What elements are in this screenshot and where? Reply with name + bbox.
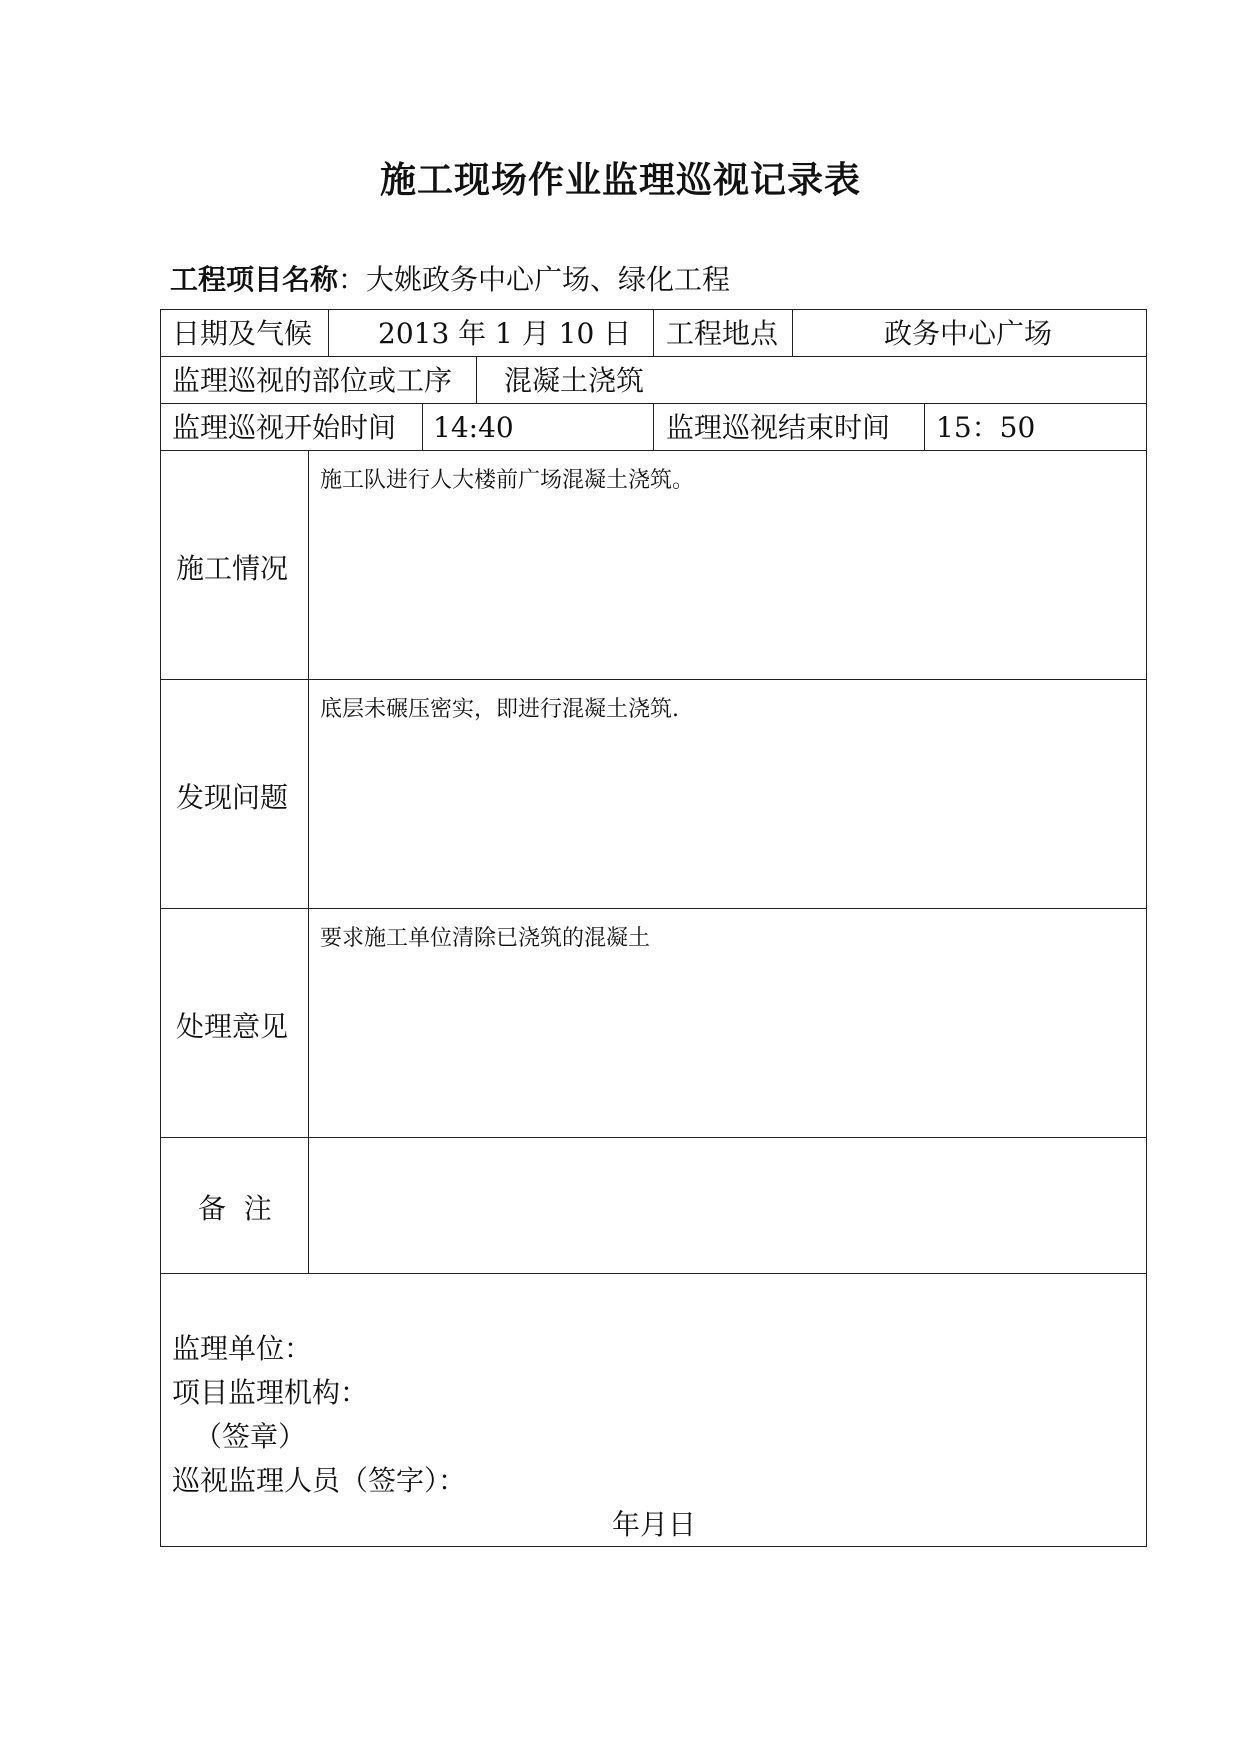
construction-status-label: 施工情况 bbox=[176, 552, 289, 585]
date-value: 2013 年 1 月 10 日 bbox=[378, 317, 632, 350]
project-name-label: 工程项目名称 bbox=[170, 263, 339, 296]
end-time-value: 15：50 bbox=[936, 411, 1036, 444]
date-weather-label: 日期及气候 bbox=[172, 317, 313, 350]
project-name bbox=[170, 258, 730, 298]
col-divider bbox=[653, 309, 654, 356]
col-divider bbox=[792, 309, 793, 356]
site-label: 工程地点 bbox=[666, 317, 779, 350]
inspection-part-label: 监理巡视的部位或工序 bbox=[172, 364, 453, 397]
end-time-label: 监理巡视结束时间 bbox=[666, 411, 891, 444]
col-divider bbox=[328, 309, 329, 356]
handling-opinion-content: 要求施工单位清除已浇筑的混凝土 bbox=[320, 926, 651, 951]
supervision-unit-label: 监理单位： bbox=[172, 1332, 313, 1365]
supervision-agency-label: 项目监理机构： bbox=[172, 1376, 369, 1409]
remarks-label: 备 注 bbox=[198, 1192, 272, 1225]
page-title: 施工现场作业监理巡视记录表 bbox=[379, 160, 861, 201]
site-value: 政务中心广场 bbox=[884, 317, 1053, 350]
sign-date-label: 年月日 bbox=[612, 1508, 697, 1541]
start-time-value: 14:40 bbox=[433, 411, 514, 444]
problems-found-label: 发现问题 bbox=[176, 781, 289, 814]
handling-opinion-label: 处理意见 bbox=[176, 1010, 289, 1043]
seal-label: （签章） bbox=[194, 1420, 307, 1453]
inspection-part-value: 混凝土浇筑 bbox=[504, 364, 645, 397]
col-divider bbox=[653, 403, 654, 450]
col-divider bbox=[422, 403, 423, 450]
project-name-value: 大姚政务中心广场、绿化工程 bbox=[366, 263, 731, 296]
col-divider bbox=[924, 403, 925, 450]
construction-status-content: 施工队进行人大楼前广场混凝土浇筑。 bbox=[320, 468, 695, 493]
problems-found-content: 底层未碾压密实，即进行混凝土浇筑. bbox=[320, 697, 679, 722]
project-name-colon: ： bbox=[338, 263, 367, 296]
row-divider bbox=[160, 1273, 1147, 1274]
col-divider bbox=[476, 356, 477, 403]
row-divider bbox=[160, 356, 1147, 357]
col-divider bbox=[308, 450, 309, 1273]
start-time-label: 监理巡视开始时间 bbox=[172, 411, 397, 444]
inspector-signature-label: 巡视监理人员（签字）： bbox=[172, 1464, 467, 1497]
